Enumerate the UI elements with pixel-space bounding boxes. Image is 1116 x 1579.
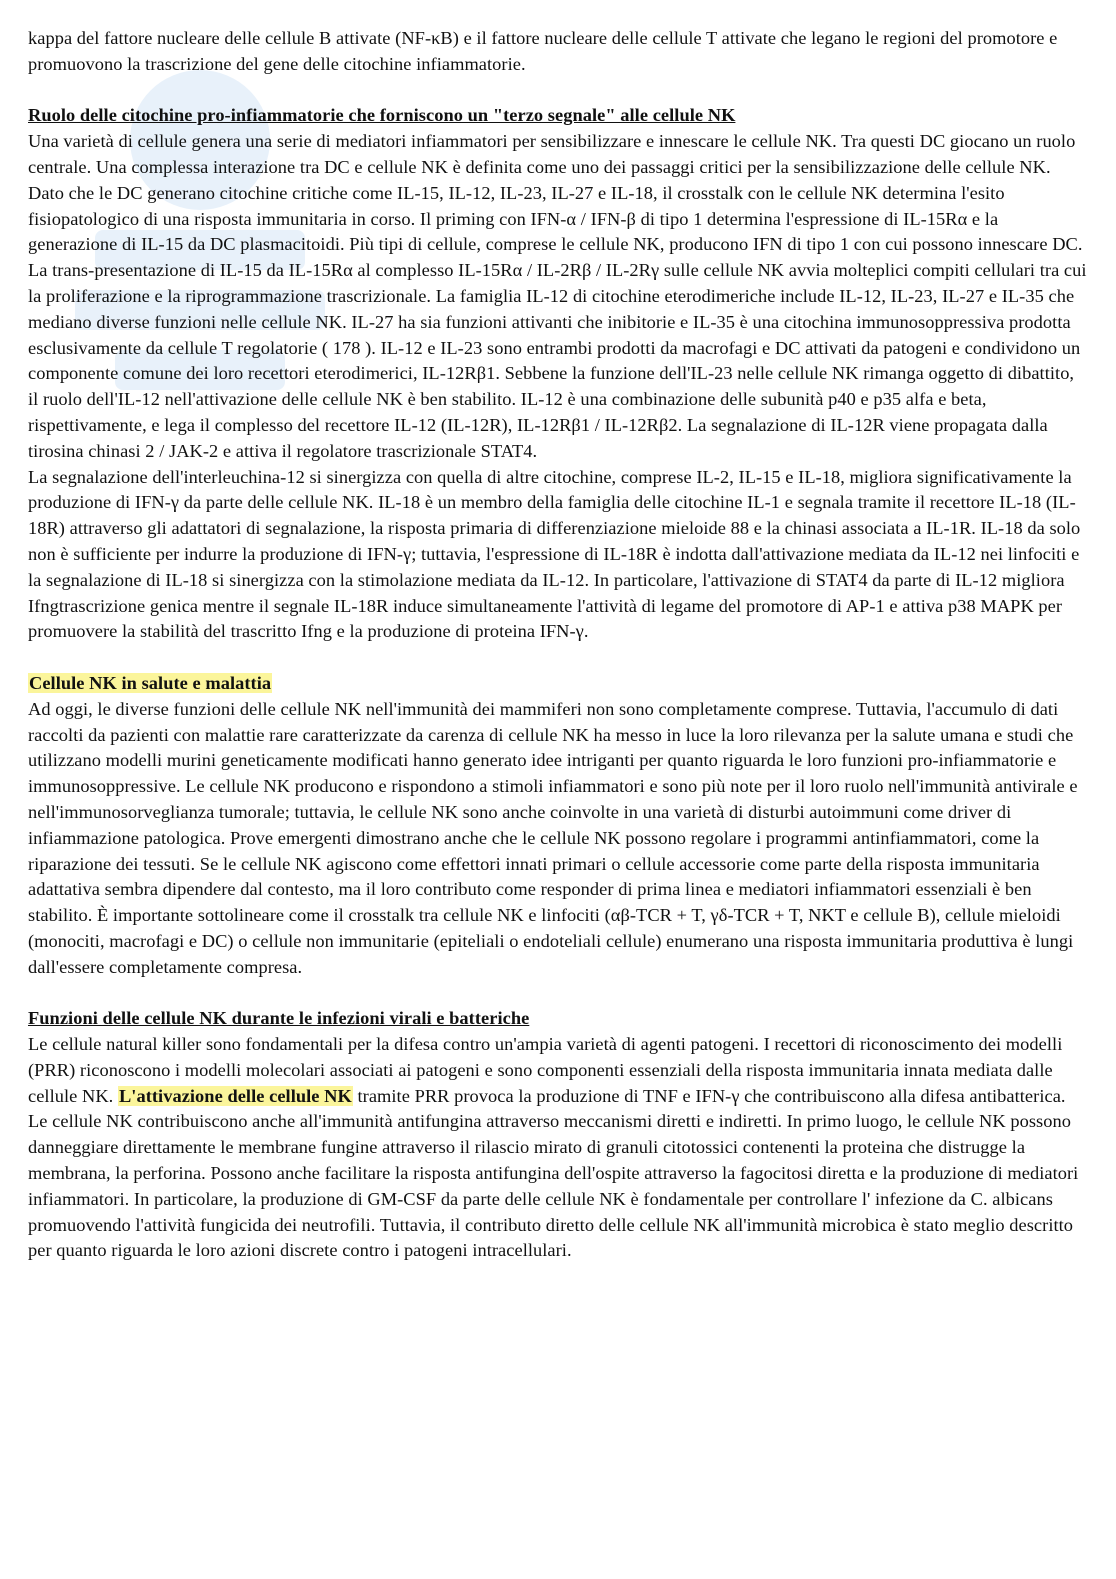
spacer [28, 78, 1088, 104]
paragraph-cytokines-2: La segnalazione dell'interleuchina-12 si sinergizza con quella di altre citochine, comprese IL-2, IL-15 e IL-18, migliora significativamente la produzione di IFN-γ da parte delle cellule NK. IL-18 è un membro della famiglia delle citochine IL-1 e segnala tramite il recettore IL-18 (IL-18R) attraverso gli adattatori di segnalazione, la risposta primaria di differenziazione mieloide 88 e la chinasi associata a IL-1R. IL-18 da solo non è sufficiente per indurre la produzione di IFN-γ; tuttavia, l'espressione di IL-18R è indotta dall'attivazione mediata da IL-12 nei linfociti e la segnalazione di IL-18 si sinergizza con la stimolazione mediata da IL-12. In particolare, l'attivazione di STAT4 da parte di IL-12 migliora Ifngtrascrizione genica mentre il segnale IL-18R induce simultaneamente l'attività di legame del promotore di AP-1 e attiva p38 MAPK per promuovere la stabilità del trascritto Ifng e la produzione di proteina IFN-γ. [28, 466, 1081, 642]
spacer [28, 645, 1088, 671]
section-heading-cytokines [28, 103, 1088, 129]
highlighted-heading-text: Cellule NK in salute e malattia [29, 672, 272, 693]
document-body [28, 26, 1088, 1264]
paragraph-cytokines-1: Una varietà di cellule genera una serie di mediatori infiammatori per sensibilizzare e innescare le cellule NK. Tra questi DC giocano un ruolo centrale. Una complessa interazione tra DC e cellule NK è definita come uno dei passaggi critici per la sensibilizzazione delle cellule NK. Dato che le DC generano citochine critiche come IL-15, IL-12, IL-23, IL-27 e IL-18, il crosstalk con le cellule NK determina l'esito fisiopatologico di una risposta immunitaria in corso. Il priming con IFN-α / IFN-β di tipo 1 determina l'espressione di IL-15Rα e la generazione di IL-15 da DC plasmacitoidi. Più tipi di cellule, comprese le cellule NK, producono IFN di tipo 1 con cui possono innescare DC. La trans-presentazione di IL-15 da IL-15Rα al complesso IL-15Rα / IL-2Rβ / IL-2Rγ sulle cellule NK avvia molteplici compiti cellulari tra cui la proliferazione e la riprogrammazione trascrizionale. La famiglia IL-12 di citochine eterodimeriche include IL-12, IL-23, IL-27 e IL-35 che mediano diverse funzioni nelle cellule NK. IL-27 ha sia funzioni attivanti che inibitorie e IL-35 è una citochina immunosoppressiva prodotta esclusivamente da cellule T regolatorie ( 178 ). IL-12 e IL-23 sono entrambi prodotti da macrofagi e DC attivati da patogeni e condividono un componente comune dei loro recettori eterodimerici, IL-12Rβ1. Sebbene la funzione dell'IL-23 nelle cellule NK rimanga oggetto di dibattito, il ruolo dell'IL-12 nell'attivazione delle cellule NK è ben stabilito. IL-12 è una combinazione delle subunità p40 e p35 alfa e beta, rispettivamente, e lega il complesso del recettore IL-12 (IL-12R), IL-12Rβ1 / IL-12Rβ2. La segnalazione di IL-12R viene propagata dalla tirosina chinasi 2 / JAK-2 e attiva il regolatore trascrizionale STAT4. [28, 131, 1087, 461]
paragraph-text: tramite PRR provoca la produzione di TNF e IFN-γ che contribuiscono alla difesa antibatterica. Le cellule NK contribuiscono anche all'immunità antifungina attraverso meccanismi diretti e indiretti. In primo luogo, le cellule NK possono danneggiare direttamente le membrane fungine attraverso il rilascio mirato di granuli citotossici contenenti la proteina che distrugge la membrana, la perforina. Possono anche facilitare la risposta antifungina dell'ospite attraverso la fagocitosi diretta e la produzione di mediatori infiammatori. In particolare, la produzione di GM-CSF da parte delle cellule NK è fondamentale per controllare l' infezione da C. albicans promuovendo l'attività fungicida dei neutrofili. Tuttavia, il contributo diretto delle cellule NK all'immunità microbica è stato meglio descritto per quanto riguarda le loro azioni discrete contro i patogeni intracellulari. [28, 1085, 1079, 1261]
heading-text: Funzioni delle cellule NK durante le infezioni virali e batteriche [28, 1008, 530, 1029]
paragraph-infections [28, 1032, 1088, 1264]
spacer [28, 980, 1088, 1006]
section-heading-health [28, 671, 1088, 697]
heading-text: Ruolo delle citochine pro-infiammatorie che forniscono un "terzo segnale" alle cellule NK [28, 105, 736, 126]
paragraph-text: Le cellule natural killer sono fondamentali per la difesa contro un'ampia varietà di agenti patogeni. I recettori di riconoscimento dei modelli (PRR) riconoscono i modelli molecolari associati ai patogeni e sono componenti essenziali della risposta immunitaria innata mediata dalle cellule NK. [28, 1034, 1063, 1106]
highlighted-phrase: L'attivazione delle cellule NK [118, 1085, 352, 1106]
section-heading-infections [28, 1006, 1088, 1032]
paragraph-health: Ad oggi, le diverse funzioni delle cellule NK nell'immunità dei mammiferi non sono completamente comprese. Tuttavia, l'accumulo di dati raccolti da pazienti con malattie rare caratterizzate da carenza di cellule NK ha messo in luce la loro rilevanza per la salute umana e studi che utilizzano modelli murini geneticamente modificati hanno generato idee intriganti per quanto riguarda le loro funzioni pro-infiammatorie e immunosoppressive. Le cellule NK producono e rispondono a stimoli infiammatori e sono più note per il loro ruolo nell'immunità antivirale e nell'immunosorveglianza tumorale; tuttavia, le cellule NK sono anche coinvolte in una varietà di disturbi autoimmuni come driver di infiammazione patologica. Prove emergenti dimostrano anche che le cellule NK possono regolare i programmi antinfiammatori, come la riparazione dei tessuti. Se le cellule NK agiscono come effettori innati primari o cellule accessorie come parte della risposta immunitaria adattativa sembra dipendere dal contesto, ma il loro contributo come responder di prima linea e mediatori infiammatori essenziali è ben stabilito. È importante sottolineare come il crosstalk tra cellule NK e linfociti (αβ-TCR + T, γδ-TCR + T, NKT e cellule B), cellule mieloidi (monociti, macrofagi e DC) o cellule non immunitarie (epiteliali o endoteliali cellule) enumerano una risposta immunitaria produttiva è lungi dall'essere completamente compresa. [28, 698, 1078, 977]
intro-paragraph: kappa del fattore nucleare delle cellule B attivate (NF-κB) e il fattore nucleare delle cellule T attivate che legano le regioni del promotore e promuovono la trascrizione del gene delle citochine infiammatorie. [28, 28, 1058, 74]
